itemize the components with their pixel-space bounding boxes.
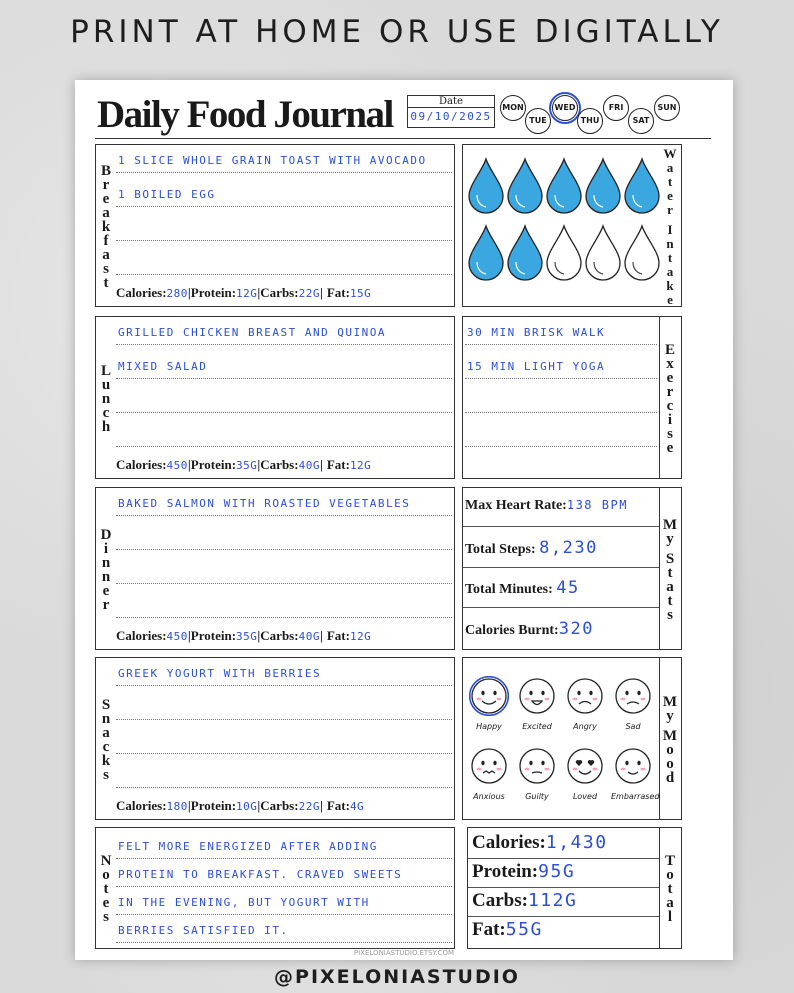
happy-face-icon [469,676,509,716]
day-thu[interactable]: THU [577,108,603,134]
mood-option-loved[interactable] [563,746,607,801]
entry-line [116,719,452,720]
entry-line [116,583,452,584]
macro-label: Protein: [190,628,237,643]
stat-calories-burnt: Calories Burnt:320 [465,619,594,639]
notes-text[interactable]: PROTEIN TO BREAKFAST. CRAVED SWEETS [118,868,403,881]
entry-line [116,274,452,275]
mood-label-text: Angry [573,722,597,731]
mood-label-text: Guilty [525,792,549,801]
notes-label: N o t e s [100,853,112,925]
exercise-entry[interactable]: 15 MIN LIGHT YOGA [467,360,606,373]
dinner-macro-value[interactable]: 450 [166,630,188,643]
mood-option-excited[interactable] [515,676,559,731]
total-steps-value[interactable]: 8,230 [539,538,598,558]
entry-line [116,515,452,516]
footer-handle: @PIXELONIASTUDIO [274,966,520,988]
stats-label: M y S t a t s [662,516,678,623]
breakfast-macro-value[interactable]: 12G [236,287,258,300]
guilty-face-icon [517,746,557,786]
dinner-macro-value[interactable]: 35G [236,630,258,643]
mood-label-text: Excited [522,722,552,731]
notes-text[interactable]: FELT MORE ENERGIZED AFTER ADDING [118,840,378,853]
exercise-line [465,378,657,379]
water-drop-empty-icon[interactable] [545,224,583,282]
macro-label: Calories: [116,628,167,643]
total-fat: Fat:55G [472,919,543,940]
macro-label: | [319,285,323,300]
loved-face-icon [565,746,605,786]
lunch-entry[interactable]: GRILLED CHICKEN BREAST AND QUINOA [118,326,387,339]
macro-label: Protein: [190,285,237,300]
breakfast-section [95,144,455,307]
entry-line [116,240,452,241]
lunch-macro-value[interactable]: 40G [298,459,320,472]
water-drop-filled-icon[interactable] [467,224,505,282]
macro-label: Calories: [116,457,167,472]
lunch-nutrition-totals [116,454,452,476]
journal-title: Daily Food Journal [97,93,393,136]
water-label-box [660,144,682,307]
macro-label: Carbs: [260,285,299,300]
breakfast-macro-value[interactable]: 15G [349,287,372,300]
snacks-nutrition-totals [116,795,452,817]
mood-label-text: Anxious [473,792,505,801]
lunch-macro-value[interactable]: 35G [236,459,258,472]
macro-label: Calories: [116,798,167,813]
macro-label: Protein: [190,457,237,472]
entry-line [116,787,452,788]
entry-line [116,685,452,686]
snacks-section [95,657,455,820]
max-heart-rate-value[interactable]: 138 BPM [566,498,628,512]
lunch-entry[interactable]: MIXED SALAD [118,360,208,373]
journal-page [75,80,733,960]
mood-section [462,657,660,820]
mood-option-guilty[interactable] [515,746,559,801]
snacks-macro-value[interactable]: 22G [298,800,320,813]
water-drop-filled-icon[interactable] [584,157,622,215]
lunch-label: L u n c h [100,362,111,435]
exercise-line [465,344,657,345]
day-tue[interactable]: TUE [525,108,551,134]
entry-line [116,378,452,379]
macro-label: | [319,457,323,472]
macro-label: | [257,285,261,300]
entry-line [116,412,452,413]
anxious-face-icon [469,746,509,786]
lunch-macro-value[interactable]: 12G [349,459,372,472]
dinner-section [95,487,455,650]
mood-label-box [660,657,682,820]
total-calories-value[interactable]: 1,430 [545,832,608,853]
snacks-macro-value[interactable]: 180 [166,800,188,813]
entry-line [116,617,452,618]
total-calories: Calories:1,430 [472,832,608,853]
mood-label: M y M o o d [662,693,678,786]
water-drop-empty-icon[interactable] [623,224,661,282]
date-value[interactable]: 09/10/2025 [410,110,492,123]
total-carbs: Carbs:112G [472,890,578,911]
entry-line [116,753,452,754]
date-label: Date [408,96,494,108]
total-fat-value[interactable]: 55G [505,919,543,940]
exercise-entry[interactable]: 30 MIN BRISK WALK [467,326,606,339]
macro-label: | [187,798,191,813]
dinner-nutrition-totals [116,625,452,647]
water-drop-filled-icon[interactable] [545,157,583,215]
mood-label-text: Sad [625,722,641,731]
exercise-section [462,316,660,479]
notes-line [116,858,452,859]
header-rule [95,138,711,139]
sad-face-icon [613,676,653,716]
exercise-label: E x e r c i s e [664,341,675,456]
lunch-section [95,316,455,479]
mood-option-embarrased[interactable] [611,746,660,801]
water-drop-filled-icon[interactable] [506,224,544,282]
dinner-label: D i n n e r [100,526,112,613]
macro-label: Calories: [116,285,167,300]
mood-option-sad[interactable] [611,676,655,731]
snacks-label: S n a c k s [101,696,111,783]
macro-label: | [257,457,261,472]
water-drop-empty-icon[interactable] [584,224,622,282]
breakfast-entry[interactable]: 1 SLICE WHOLE GRAIN TOAST WITH AVOCADO [118,154,427,167]
mood-label-text: Embarrased [611,792,660,801]
macro-label: | [187,285,191,300]
macro-label: Fat: [326,285,350,300]
excited-face-icon [517,676,557,716]
notes-line [116,942,452,943]
total-protein: Protein:95G [472,861,576,882]
angry-face-icon [565,676,605,716]
snacks-entry[interactable]: GREEK YOGURT WITH BERRIES [118,667,322,680]
stats-section [462,487,660,650]
breakfast-macro-value[interactable]: 22G [298,287,320,300]
calories-burnt-value[interactable]: 320 [558,619,594,639]
entry-line [116,446,452,447]
water-intake-label: W a t e r I n t a k e [663,145,677,307]
entry-line [116,206,452,207]
macro-label: Carbs: [260,798,299,813]
breakfast-macro-value[interactable]: 280 [166,287,188,300]
snacks-macro-value[interactable]: 4G [349,800,365,813]
macro-label: Fat: [326,628,350,643]
notes-text[interactable]: IN THE EVENING, BUT YOGURT WITH [118,896,370,909]
exercise-line [465,412,657,413]
total-label: T o t a l [664,853,675,925]
entry-line [116,344,452,345]
macro-label: | [187,628,191,643]
dinner-entry[interactable]: BAKED SALMON WITH ROASTED VEGETABLES [118,497,411,510]
mood-label-text: Happy [476,722,502,731]
total-label-box [660,827,682,949]
notes-text[interactable]: BERRIES SATISFIED IT. [118,924,289,937]
breakfast-label: B r e a k f a s t [100,162,111,291]
day-mon[interactable]: MON [500,95,526,121]
macro-label: | [257,628,261,643]
embarrased-face-icon [613,746,653,786]
water-drop-filled-icon[interactable] [506,157,544,215]
date-box [407,95,495,128]
total-carbs-value[interactable]: 112G [527,890,578,911]
mood-option-happy[interactable] [467,676,511,731]
promo-banner: PRINT AT HOME OR USE DIGITALLY [70,14,724,50]
entry-line [116,549,452,550]
water-drop-filled-icon[interactable] [623,157,661,215]
day-wed[interactable]: WED [552,95,578,121]
dinner-macro-value[interactable]: 12G [349,630,372,643]
water-drop-filled-icon[interactable] [467,157,505,215]
macro-label: | [319,798,323,813]
exercise-line [465,446,657,447]
total-protein-value[interactable]: 95G [538,861,576,882]
snacks-macro-value[interactable]: 10G [236,800,258,813]
breakfast-entry[interactable]: 1 BOILED EGG [118,188,216,201]
mood-label-text: Loved [572,792,598,801]
macro-label: | [319,628,323,643]
exercise-label-box [660,316,682,479]
macro-label: Protein: [190,798,237,813]
total-minutes-value[interactable]: 45 [556,578,580,598]
breakfast-nutrition-totals [116,282,452,304]
lunch-macro-value[interactable]: 450 [166,459,188,472]
mood-option-angry[interactable] [563,676,607,731]
macro-label: Fat: [326,798,350,813]
etsy-credit: PIXELONIASTUDIO.ETSY.COM [353,949,455,957]
dinner-macro-value[interactable]: 40G [298,630,320,643]
day-sat[interactable]: SAT [628,108,654,134]
notes-line [116,914,452,915]
macro-label: Carbs: [260,457,299,472]
stats-label-box [660,487,682,650]
entry-line [116,172,452,173]
notes-section [95,827,455,949]
day-fri[interactable]: FRI [603,95,629,121]
macro-label: | [187,457,191,472]
notes-line [116,886,452,887]
macro-label: | [257,798,261,813]
total-section [467,827,660,949]
stat-total-minutes: Total Minutes: 45 [465,578,580,598]
stat-total-steps: Total Steps: 8,230 [465,538,598,558]
water-intake-section [462,144,680,307]
stat-max-heart-rate: Max Heart Rate:138 BPM [465,498,628,513]
mood-option-anxious[interactable] [467,746,511,801]
macro-label: Fat: [326,457,350,472]
macro-label: Carbs: [260,628,299,643]
day-sun[interactable]: SUN [654,95,680,121]
